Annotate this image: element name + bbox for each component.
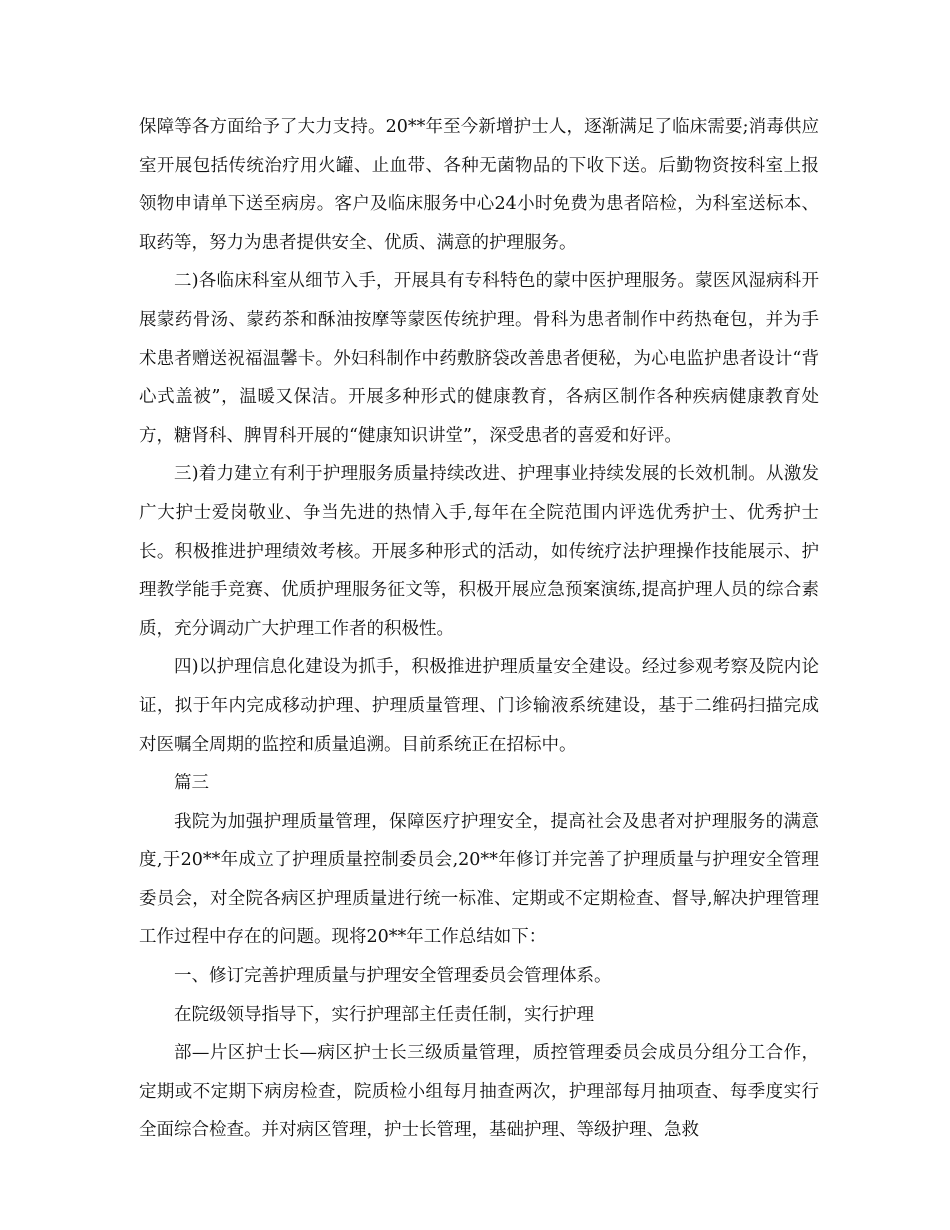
document-page [139, 108, 819, 1150]
paragraph-1: 保障等各方面给予了大力支持。20**年至今新增护士人，逐渐满足了临床需要;消毒供应室开展包括传统治疗用火罐、止血带、各种无菌物品的下收下送。后勤物资按科室上报领物申请单下送至病房。客户及临床服务中心24小时免费为患者陪检，为科室送标本、取药等，努力为患者提供安全、优质、满意的护理服务。 [139, 117, 819, 253]
paragraph-6: 一、修订完善护理质量与护理安全管理委员会管理体系。 [174, 966, 612, 987]
paragraph-2: 二)各临床科室从细节入手，开展具有专科特色的蒙中医护理服务。蒙医风湿病科开展蒙药骨汤、蒙药茶和酥油按摩等蒙医传统护理。骨科为患者制作中药热奄包，并为手术患者赠送祝福温馨卡。外妇科制作中药敷脐袋改善患者便秘，为心电监护患者设计“背心式盖被”，温暖又保洁。开展多种形式的健康教育，各病区制作各种疾病健康教育处方，糖肾科、脾胃科开展的“健康知识讲堂”，深受患者的喜爱和好评。 [139, 271, 819, 446]
paragraph-7: 在院级领导指导下，实行护理部主任责任制，实行护理 [174, 1004, 594, 1025]
section-heading: 篇三 [174, 773, 209, 794]
paragraph-3: 三)着力建立有利于护理服务质量持续改进、护理事业持续发展的长效机制。从激发广大护士爱岗敬业、争当先进的热情入手,每年在全院范围内评选优秀护士、优秀护士长。积极推进护理绩效考核。开展多种形式的活动，如传统疗法护理操作技能展示、护理教学能手竞赛、优质护理服务征文等，积极开展应急预案演练,提高护理人员的综合素质，充分调动广大护理工作者的积极性。 [139, 464, 819, 639]
paragraph-5: 我院为加强护理质量管理，保障医疗护理安全，提高社会及患者对护理服务的满意度,于20**年成立了护理质量控制委员会,20**年修订并完善了护理质量与护理安全管理委员会，对全院各病区护理质量进行统一标准、定期或不定期检查、督导,解决护理管理工作过程中存在的问题。现将20**年工作总结如下： [139, 811, 819, 948]
paragraph-4: 四)以护理信息化建设为抓手，积极推进护理质量安全建设。经过参观考察及院内论证，拟于年内完成移动护理、护理质量管理、门诊输液系统建设，基于二维码扫描完成对医嘱全周期的监控和质量追溯。目前系统正在招标中。 [139, 657, 819, 755]
paragraph-8: 部—片区护士长—病区护士长三级质量管理，质控管理委员会成员分组分工合作，定期或不定期下病房检查，院质检小组每月抽查两次，护理部每月抽项查、每季度实行全面综合检查。并对病区管理，护士长管理，基础护理、等级护理、急救 [139, 1043, 819, 1141]
